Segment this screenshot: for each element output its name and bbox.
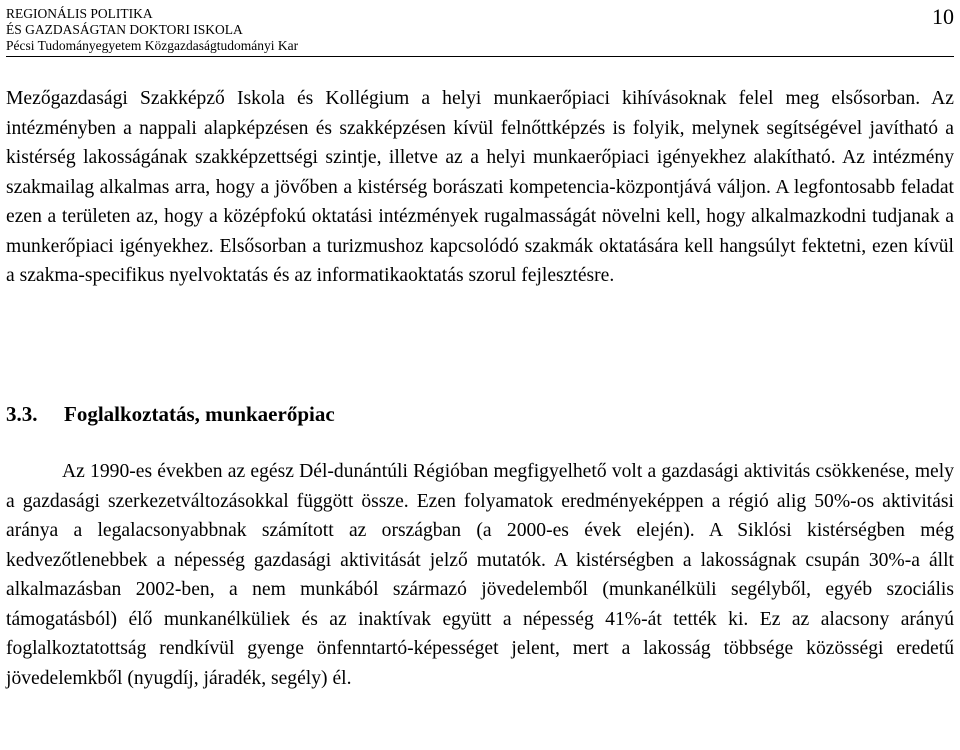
page-header bbox=[6, 6, 954, 62]
body-paragraph-2: Az 1990-es években az egész Dél-dunántúli Régióban megfigyelhető volt a gazdasági aktivitás csökkenése, mely a gazdasági szerkezetváltozásokkal függött össze. Ezen folyamatok eredményeképpen a régió alig 50%-os aktivitási aránya a legalacsonyabbnak számított az országban (a 2000-es évek elején). A Siklósi kistérségben még kedvezőtlenebbek a népesség gazdasági aktivitását jelző mutatók. A kistérségben a lakosságnak csupán 30%-a állt alkalmazásban 2002-ben, a nem munkából származó jövedelemből (munkanélküli segélyből, egyéb szociális támogatásból) élő munkanélküliek és az inaktívak együtt a népesség 41%-át tették ki. Ez az alacsony arányú foglalkoztatottság rendkívül gyenge önfenntartó-képességet jelent, mert a lakosság többsége közösségi eredetű jövedelemkből (nyugdíj, járadék, segély) él. bbox=[6, 461, 954, 689]
header-line-program: REGIONÁLIS POLITIKA bbox=[6, 6, 153, 21]
section-title: Foglalkoztatás, munkaerőpiac bbox=[64, 402, 335, 426]
page-number: 10 bbox=[932, 4, 954, 29]
header-divider bbox=[6, 56, 954, 57]
section-number: 3.3. bbox=[6, 402, 38, 426]
header-institution bbox=[6, 6, 298, 54]
header-line-school: ÉS GAZDASÁGTAN DOKTORI ISKOLA bbox=[6, 22, 243, 37]
section-heading bbox=[6, 399, 335, 429]
header-line-university: Pécsi Tudományegyetem Közgazdaságtudományi Kar bbox=[6, 38, 299, 53]
body-paragraph-1: Mezőgazdasági Szakképző Iskola és Kollégium a helyi munkaerőpiaci kihívásoknak felel meg elsősorban. Az intézményben a nappali alapképzésen és szakképzésen kívül felnőttképzés is folyik, melynek segítségével javítható a kistérség lakosságának szakképzettségi szintje, illetve az a helyi munkaerőpiaci igényekhez alakítható. Az intézmény szakmailag alkalmas arra, hogy a jövőben a kistérség borászati kompetencia-központjává váljon. A legfontosabb feladat ezen a területen az, hogy a középfokú oktatási intézmények rugalmasságát növelni kell, hogy alkalmazkodni tudjanak a munkerőpiaci igényekhez. Elsősorban a turizmushoz kapcsolódó szakmák oktatására kell hangsúlyt fektetni, ezen kívül a szakma-specifikus nyelvoktatás és az informatikaoktatás szorul fejlesztésre. bbox=[6, 88, 954, 286]
